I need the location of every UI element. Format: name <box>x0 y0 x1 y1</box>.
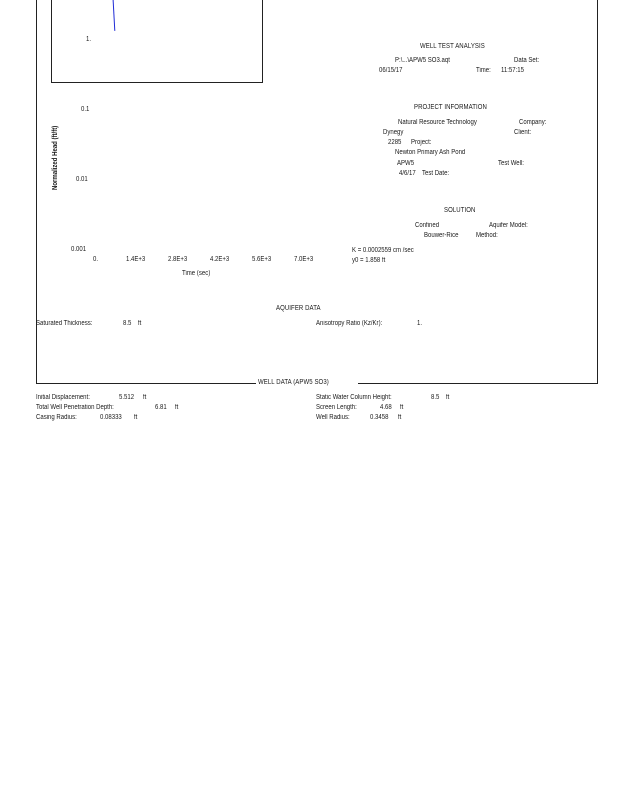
test-date-value: 4/6/17 <box>399 170 416 177</box>
data-set-label: Data Set: <box>514 57 540 64</box>
static-column-label: Static Water Column Height: <box>316 394 392 401</box>
penetration-depth-value: 6.81 <box>155 404 167 411</box>
well-data-heading: WELL DATA (APW5 SO3) <box>258 379 329 386</box>
data-set-value: P:\...\APW5 SO3.aqt <box>395 57 450 64</box>
anisotropy-value: 1. <box>417 320 423 327</box>
aquifer-model-label: Aquifer Model: <box>489 222 528 229</box>
sat-thickness-unit: ft <box>138 320 142 327</box>
method-label: Method: <box>476 232 498 239</box>
y-tick-label: 0.001 <box>71 246 87 253</box>
initial-displacement-label: Initial Displacement: <box>36 394 90 401</box>
static-column-unit: ft <box>446 394 450 401</box>
x-tick-label: 5.6E+3 <box>252 256 272 263</box>
project-label: Project: <box>411 139 432 146</box>
test-well-value: APW5 <box>397 160 415 167</box>
solution-heading: SOLUTION <box>444 207 476 214</box>
casing-radius-label: Casing Radius: <box>36 414 77 421</box>
company-label: Company: <box>519 119 547 126</box>
well-data-divider-left <box>36 383 256 384</box>
well-radius-value: 0.3458 <box>370 414 389 421</box>
data-series-line <box>113 0 115 31</box>
screen-length-value: 4.68 <box>380 404 392 411</box>
y-tick-label: 0.01 <box>76 176 88 183</box>
penetration-depth-label: Total Well Penetration Depth: <box>36 404 114 411</box>
y0-value: y0 = 1.858 ft <box>352 257 386 264</box>
x-tick-label: 2.8E+3 <box>168 256 188 263</box>
well-test-analysis-heading: WELL TEST ANALYSIS <box>420 43 485 50</box>
chart-canvas <box>0 0 618 300</box>
method-value: Bouwer-Rice <box>424 232 459 239</box>
y-axis-label: Normalized Head (ft/ft) <box>52 125 59 190</box>
y-tick-label: 1. <box>86 36 92 43</box>
aquifer-data-heading: AQUIFER DATA <box>276 305 321 312</box>
location-value: Newton Primary Ash Pond <box>395 149 466 156</box>
anisotropy-label: Anisotropy Ratio (Kz/Kr): <box>316 320 383 327</box>
project-information-heading: PROJECT INFORMATION <box>414 104 487 111</box>
well-radius-label: Well Radius: <box>316 414 350 421</box>
initial-displacement-value: 5.512 <box>119 394 135 401</box>
casing-radius-value: 0.08333 <box>100 414 122 421</box>
well-radius-unit: ft <box>398 414 402 421</box>
project-value: 2285 <box>388 139 402 146</box>
test-well-label: Test Well: <box>498 160 524 167</box>
x-tick-label: 7.0E+3 <box>294 256 314 263</box>
x-tick-label: 0. <box>93 256 99 263</box>
x-tick-label: 4.2E+3 <box>210 256 230 263</box>
well-data-divider-right <box>358 383 598 384</box>
casing-radius-unit: ft <box>134 414 138 421</box>
date-value: 06/15/17 <box>379 67 403 74</box>
time-label: Time: <box>476 67 491 74</box>
client-label: Client: <box>514 129 532 136</box>
test-date-label: Test Date: <box>422 170 450 177</box>
penetration-depth-unit: ft <box>175 404 179 411</box>
aquifer-model-value: Confined <box>415 222 440 229</box>
sat-thickness-label: Saturated Thickness: <box>36 320 93 327</box>
screen-length-label: Screen Length: <box>316 404 357 411</box>
static-column-value: 8.5 <box>431 394 440 401</box>
time-value: 11:57:15 <box>501 67 524 74</box>
client-value: Dynegy <box>383 129 404 136</box>
sat-thickness-value: 8.5 <box>123 320 132 327</box>
x-axis-label: Time (sec) <box>182 270 211 277</box>
initial-displacement-unit: ft <box>143 394 147 401</box>
company-value: Natural Resource Technology <box>398 119 477 126</box>
screen-length-unit: ft <box>400 404 404 411</box>
k-value: K = 0.0002559 cm /sec <box>352 247 414 254</box>
x-tick-label: 1.4E+3 <box>126 256 146 263</box>
y-tick-label: 0.1 <box>81 106 90 113</box>
